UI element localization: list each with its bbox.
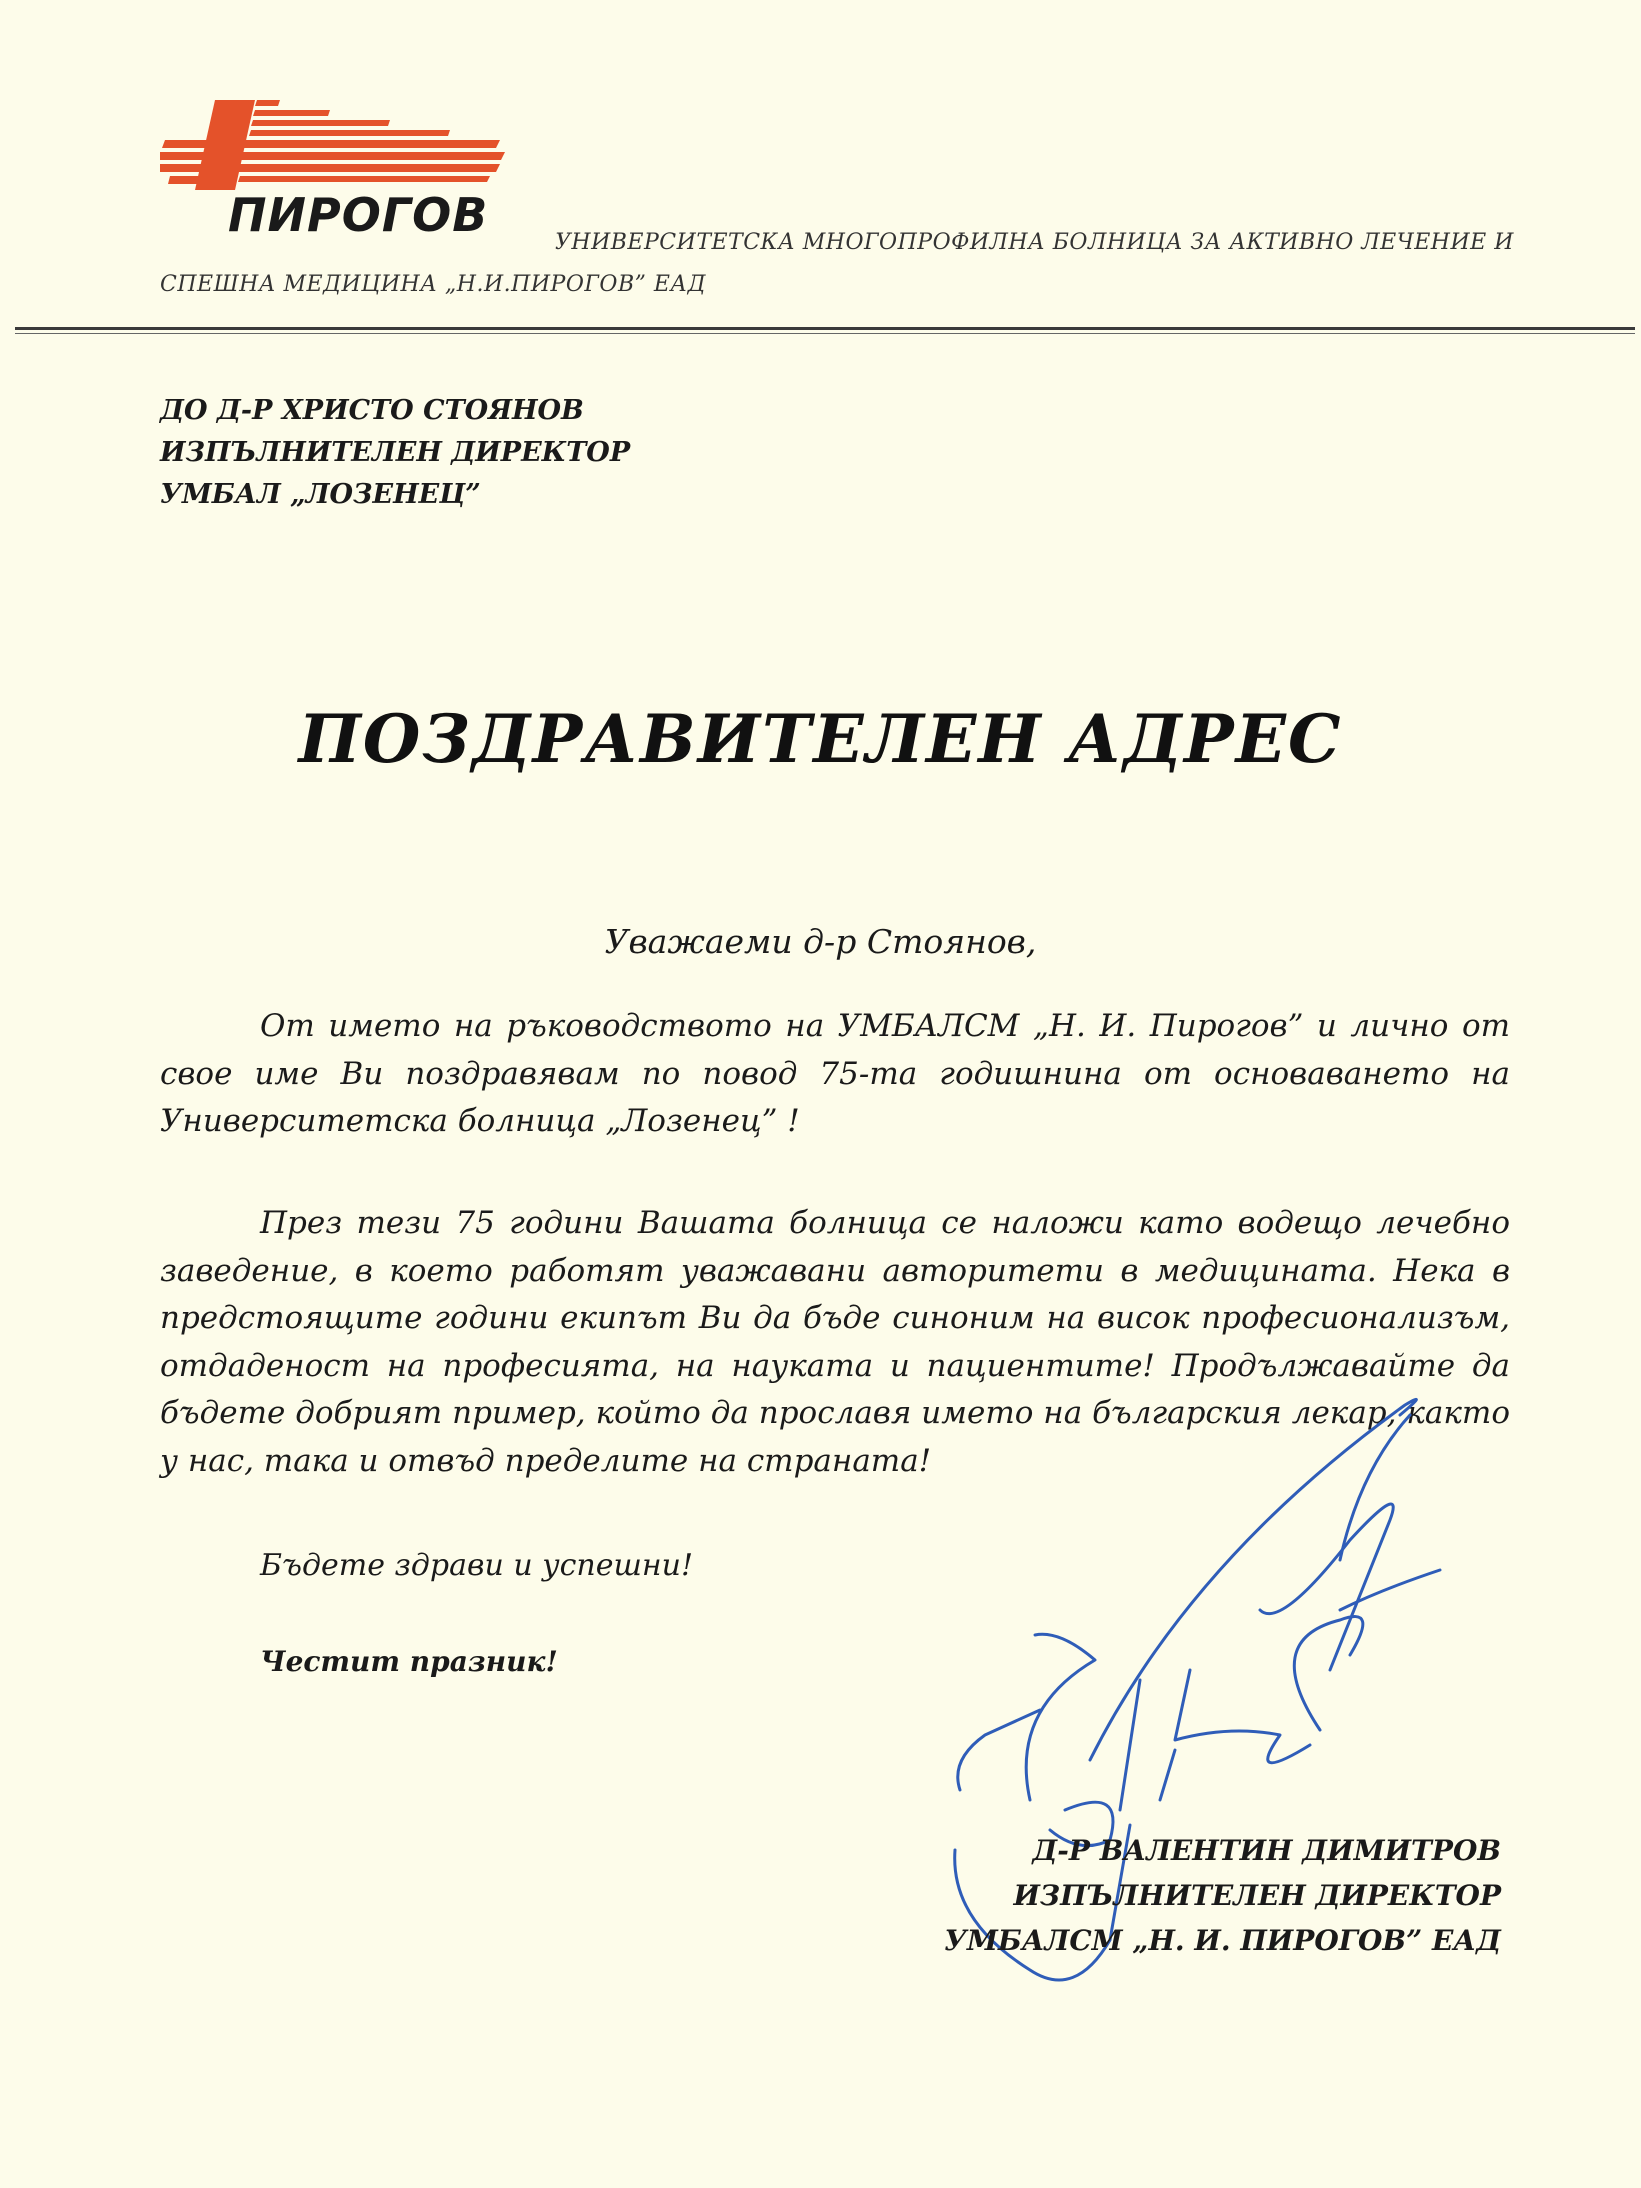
signer-organization: УМБАЛСМ „Н. И. ПИРОГОВ” ЕАД: [944, 1924, 1501, 1957]
document-title: ПОЗДРАВИТЕЛЕН АДРЕС: [298, 700, 1343, 778]
header-divider-thin: [15, 333, 1635, 334]
institution-name: УНИВЕРСИТЕТСКА МНОГОПРОФИЛНА БОЛНИЦА ЗА АКТИВНО ЛЕЧЕНИЕ И СПЕШНА МЕДИЦИНА „Н.И.ПИРОГОВ” ЕАД: [160, 230, 1514, 297]
recipient-position: ИЗПЪЛНИТЕЛЕН ДИРЕКТОР: [160, 437, 631, 468]
recipient-name: ДО Д-Р ХРИСТО СТОЯНОВ: [160, 395, 584, 426]
closing-wish: Бъдете здрави и успешни!: [260, 1548, 694, 1583]
signer-name: Д-Р ВАЛЕНТИН ДИМИТРОВ: [1032, 1834, 1501, 1867]
recipient-block: [160, 390, 630, 516]
signer-position: ИЗПЪЛНИТЕЛЕН ДИРЕКТОР: [1013, 1879, 1501, 1912]
signer-block: [944, 1828, 1501, 1963]
logo-wordmark: ПИРОГОВ: [228, 188, 489, 242]
paragraph-2: През тези 75 години Вашата болница се наложи като водещо лечебно заведение, в което работят уважавани авторитети в медицината. Нека в предстоящите години екипът Ви да бъде синоним на висок професионализъм, отдаденост на професията, на науката и пациентите! Продължавайте да бъдете добрият пример, който да прославя името на българския лекар, както у нас, така и отвъд пределите на страната!: [160, 1205, 1510, 1479]
recipient-organization: УМБАЛ „ЛОЗЕНЕЦ”: [160, 479, 481, 510]
paragraph-1: От името на ръководството на УМБАЛСМ „Н. И. Пирогов” и лично от свое име Ви поздравявам по повод 75-та годишнина от основаването на Университетска болница „Лозенец” !: [160, 1008, 1510, 1139]
header-divider: [15, 327, 1635, 330]
closing-greeting: Честит празник!: [260, 1645, 558, 1678]
salutation: Уважаеми д-р Стоянов,: [604, 922, 1037, 961]
